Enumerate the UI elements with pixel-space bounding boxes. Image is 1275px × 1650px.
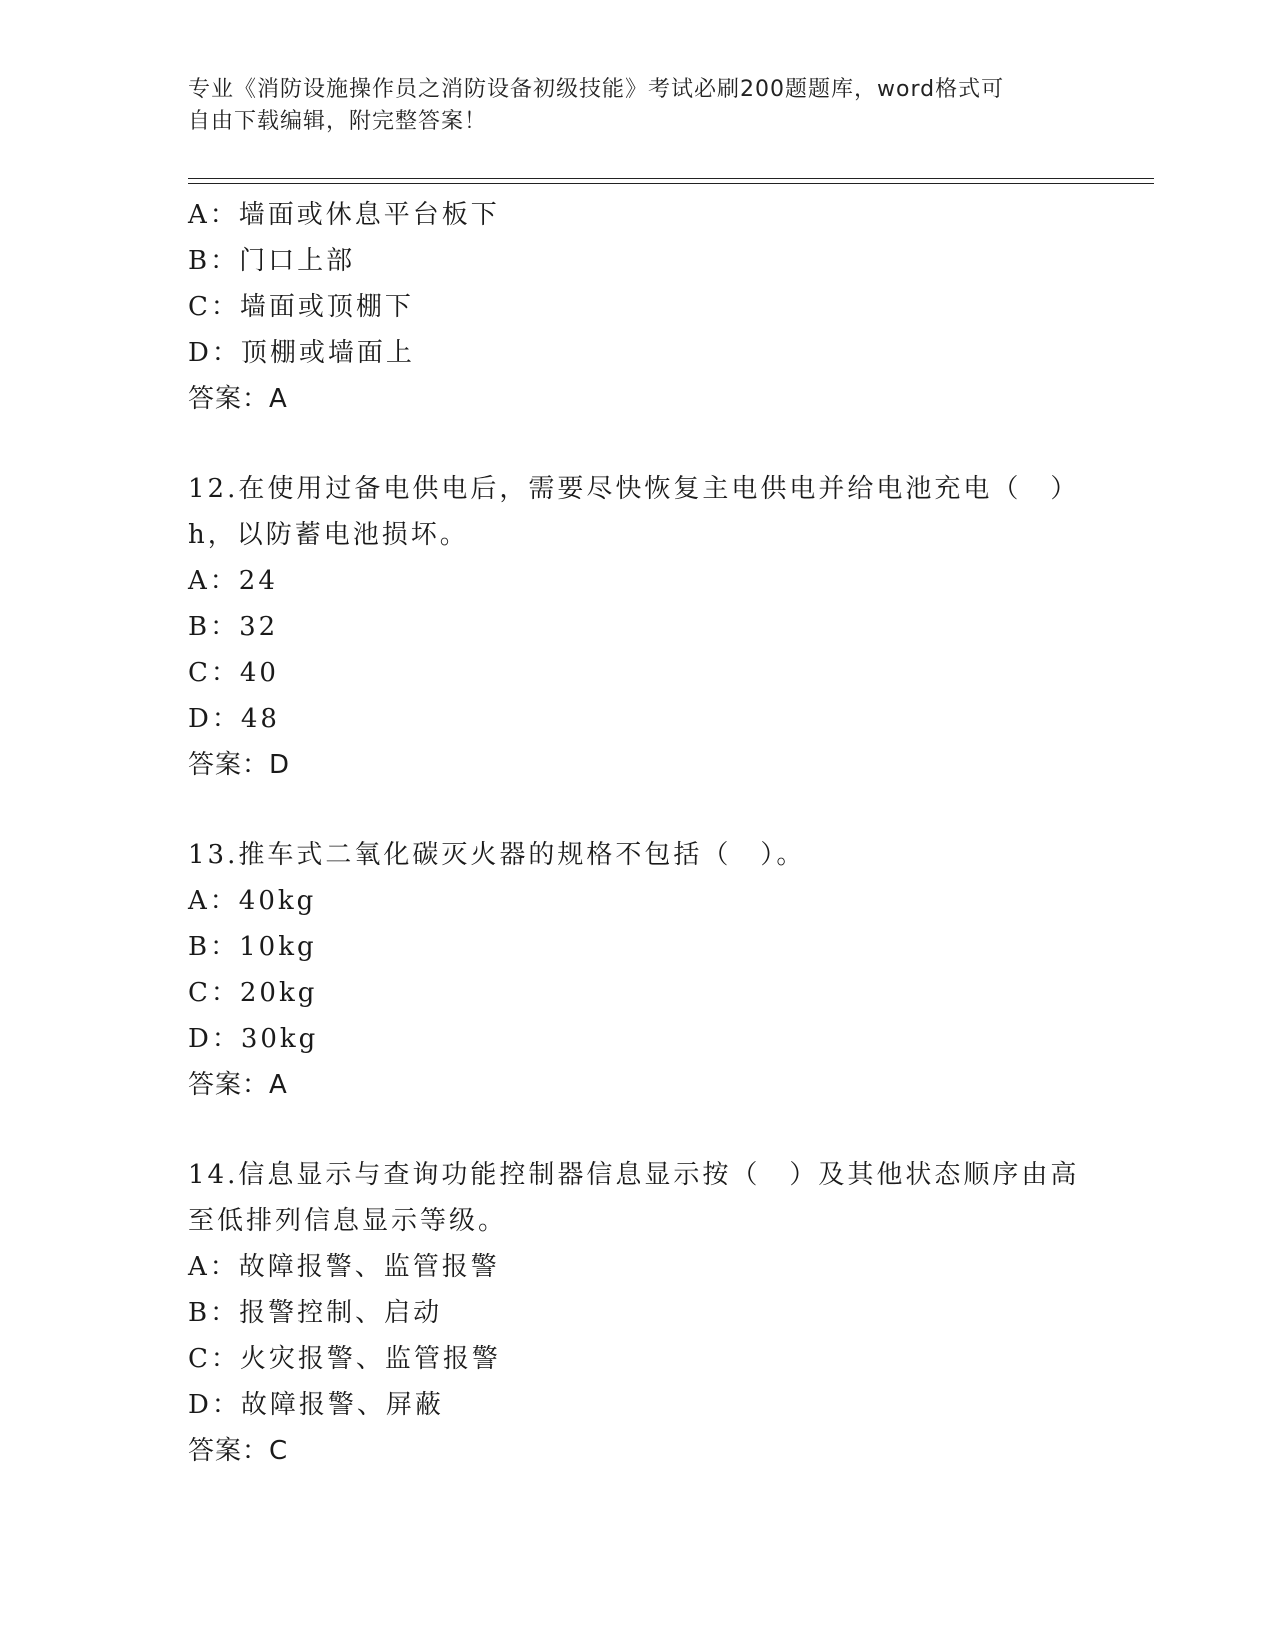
question-list	[188, 192, 1088, 1474]
option-a: A：24	[188, 566, 278, 596]
option-c: C：40	[188, 658, 279, 688]
question-stem-line-1: 12.在使用过备电供电后，需要尽快恢复主电供电并给电池充电（ ）	[188, 474, 1080, 504]
question-stem-line-1: 13.推车式二氧化碳灭火器的规格不包括（ ）。	[188, 840, 806, 870]
question-14	[188, 1152, 1088, 1474]
option-b: B：32	[188, 612, 279, 642]
option-d: D：48	[188, 704, 280, 734]
option-c: C：墙面或顶棚下	[188, 292, 414, 322]
question-stem-line-2: 至低排列信息显示等级。	[188, 1206, 508, 1236]
header-divider-top	[188, 178, 1154, 179]
question-11	[188, 192, 1088, 422]
header-divider-bottom	[188, 183, 1154, 184]
question-stem-line-2: h，以防蓄电池损坏。	[188, 520, 469, 550]
option-a: A：故障报警、监管报警	[188, 1252, 500, 1282]
option-d: D：故障报警、屏蔽	[188, 1390, 444, 1420]
option-d: D：30kg	[188, 1024, 319, 1054]
page-header	[188, 74, 1078, 138]
option-b: B：门口上部	[188, 246, 356, 276]
header-line-2: 自由下载编辑，附完整答案！	[188, 109, 488, 134]
option-a: A：墙面或休息平台板下	[188, 200, 500, 230]
question-12	[188, 466, 1088, 788]
option-c: C：火灾报警、监管报警	[188, 1344, 501, 1374]
answer: 答案：A	[188, 384, 288, 414]
answer: 答案：A	[188, 1070, 288, 1100]
header-line-1: 专业《消防设施操作员之消防设备初级技能》考试必刷200题题库，word格式可	[188, 77, 1005, 102]
option-b: B：10kg	[188, 932, 317, 962]
answer: 答案：C	[188, 1436, 289, 1466]
option-a: A：40kg	[188, 886, 317, 916]
question-stem-line-1: 14.信息显示与查询功能控制器信息显示按（ ）及其他状态顺序由高	[188, 1160, 1080, 1190]
option-d: D：顶棚或墙面上	[188, 338, 415, 368]
option-c: C：20kg	[188, 978, 318, 1008]
option-b: B：报警控制、启动	[188, 1298, 443, 1328]
answer: 答案：D	[188, 750, 291, 780]
question-13	[188, 832, 1088, 1108]
